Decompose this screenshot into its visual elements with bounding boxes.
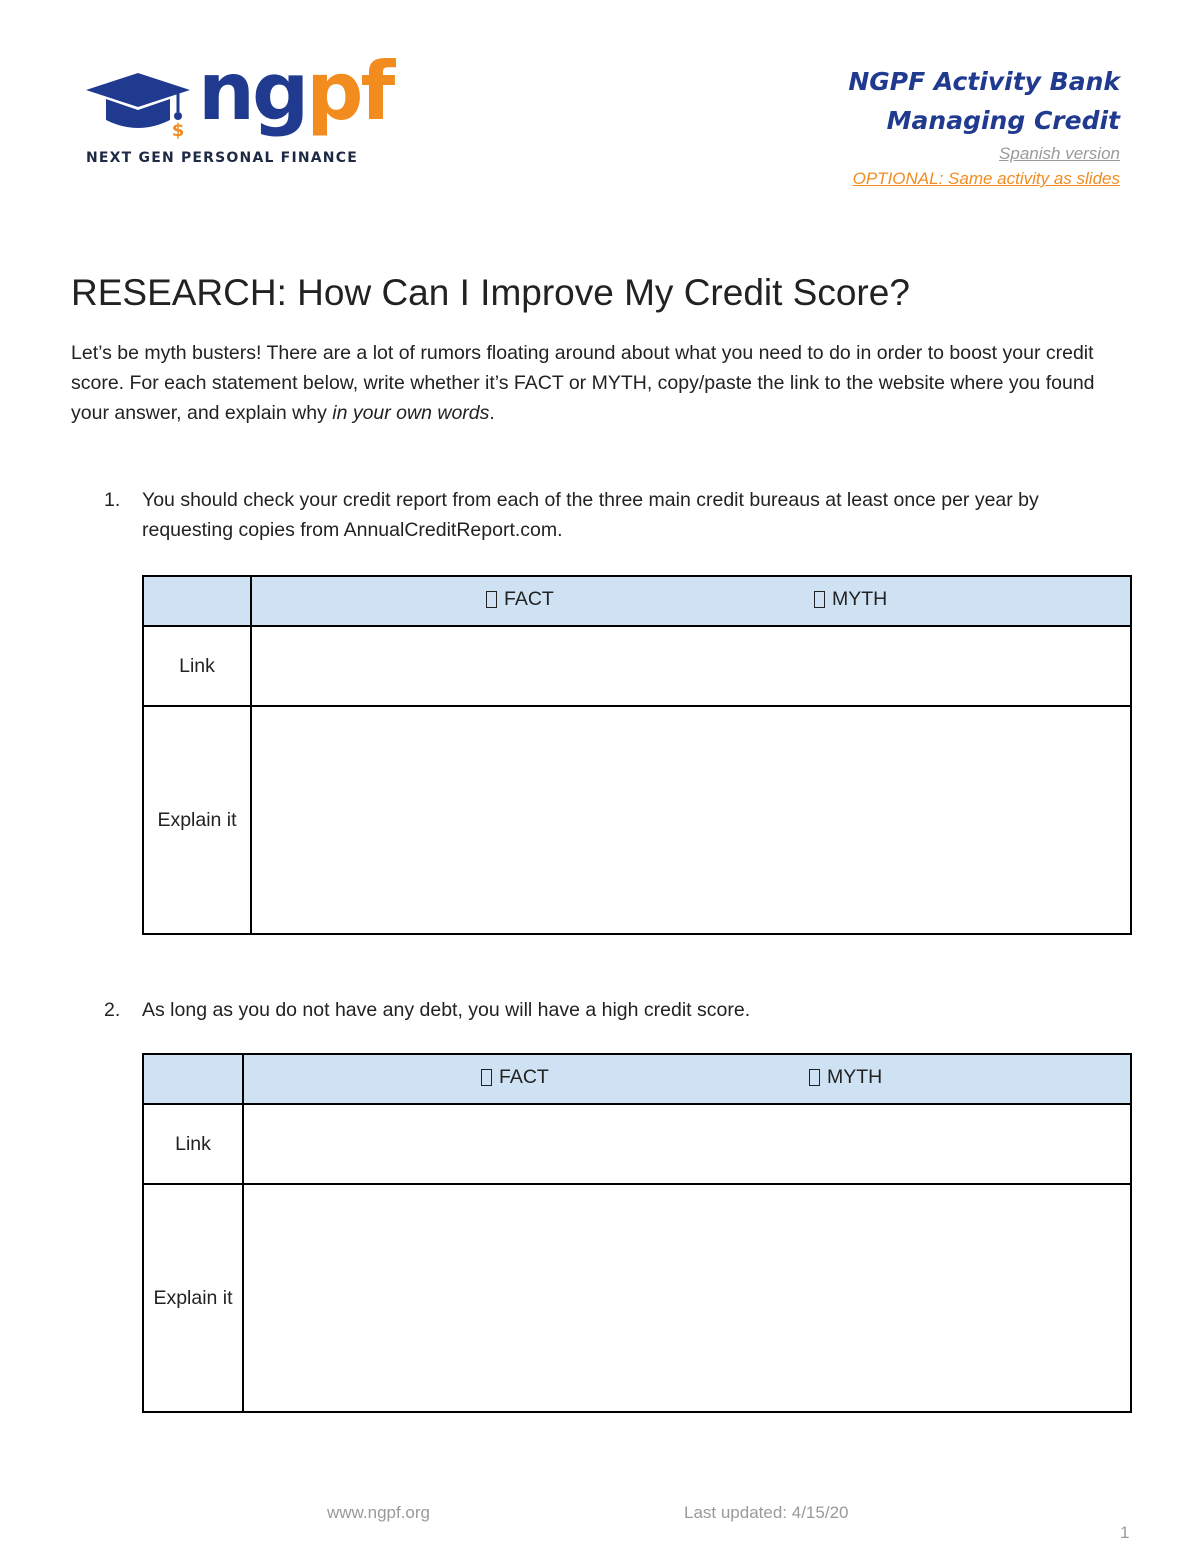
explain-label: Explain it (143, 1184, 243, 1412)
question-number: 2. (104, 999, 121, 1021)
explain-label: Explain it (143, 706, 251, 934)
blank-header-cell (143, 576, 251, 626)
answer-table-1 (142, 575, 1132, 935)
question-2 (104, 995, 1094, 1025)
link-row (143, 626, 1131, 706)
activity-bank-title: NGPF Activity Bank (848, 67, 1120, 96)
intro-emphasis: in your own words (332, 402, 490, 424)
checkbox-icon (486, 591, 497, 608)
fact-myth-cell (243, 1054, 1131, 1104)
link-answer-cell[interactable] (243, 1104, 1131, 1184)
unit-title: Managing Credit (886, 106, 1120, 135)
fact-checkbox[interactable] (486, 588, 554, 611)
intro-end: . (489, 402, 495, 424)
page-title: RESEARCH: How Can I Improve My Credit Score? (71, 272, 910, 313)
link-label: Link (143, 1104, 243, 1184)
question-text: You should check your credit report from each of the three main credit bureaus at least once per year by requesting copies from AnnualCreditReport.com. (142, 489, 1039, 541)
explain-answer-cell[interactable] (251, 706, 1131, 934)
page-number: 1 (1120, 1523, 1130, 1542)
header-titles (848, 62, 1120, 192)
link-label: Link (143, 626, 251, 706)
myth-label: MYTH (832, 588, 888, 610)
checkbox-icon (481, 1069, 492, 1086)
myth-label: MYTH (827, 1066, 883, 1088)
fact-label: FACT (504, 588, 554, 610)
question-text: As long as you do not have any debt, you will have a high credit score. (142, 999, 751, 1021)
fact-myth-row (143, 576, 1131, 626)
footer-last-updated: Last updated: 4/15/20 (684, 1503, 849, 1522)
explain-row (143, 706, 1131, 934)
graduation-cap-icon (86, 70, 196, 140)
myth-checkbox[interactable] (809, 1066, 882, 1089)
fact-myth-cell (251, 576, 1131, 626)
fact-myth-row (143, 1054, 1131, 1104)
question-1 (104, 485, 1094, 545)
ngpf-logo (86, 45, 393, 172)
checkbox-icon (814, 591, 825, 608)
link-answer-cell[interactable] (251, 626, 1131, 706)
link-row (143, 1104, 1131, 1184)
logo-wordmark: ngpf (198, 45, 393, 138)
intro-text: Let’s be myth busters! There are a lot of rumors floating around about what you need to do in order to boost your credit score. For each statement below, write whether it’s FACT or MYTH, copy/paste the link to the website where you found your answer, and explain why (71, 342, 1095, 424)
explain-answer-cell[interactable] (243, 1184, 1131, 1412)
slides-version-link[interactable]: OPTIONAL: Same activity as slides (852, 169, 1120, 188)
fact-checkbox[interactable] (481, 1066, 549, 1089)
myth-checkbox[interactable] (814, 588, 887, 611)
question-number: 1. (104, 489, 121, 511)
checkbox-icon (809, 1069, 820, 1086)
spanish-version-link[interactable]: Spanish version (999, 144, 1120, 163)
fact-label: FACT (499, 1066, 549, 1088)
logo-tagline: NEXT GEN PERSONAL FINANCE (86, 150, 358, 166)
answer-table-2 (142, 1053, 1132, 1413)
blank-header-cell (143, 1054, 243, 1104)
svg-text:$: $ (171, 120, 185, 140)
intro-paragraph (71, 338, 1111, 428)
footer-website[interactable]: www.ngpf.org (327, 1503, 430, 1522)
explain-row (143, 1184, 1131, 1412)
